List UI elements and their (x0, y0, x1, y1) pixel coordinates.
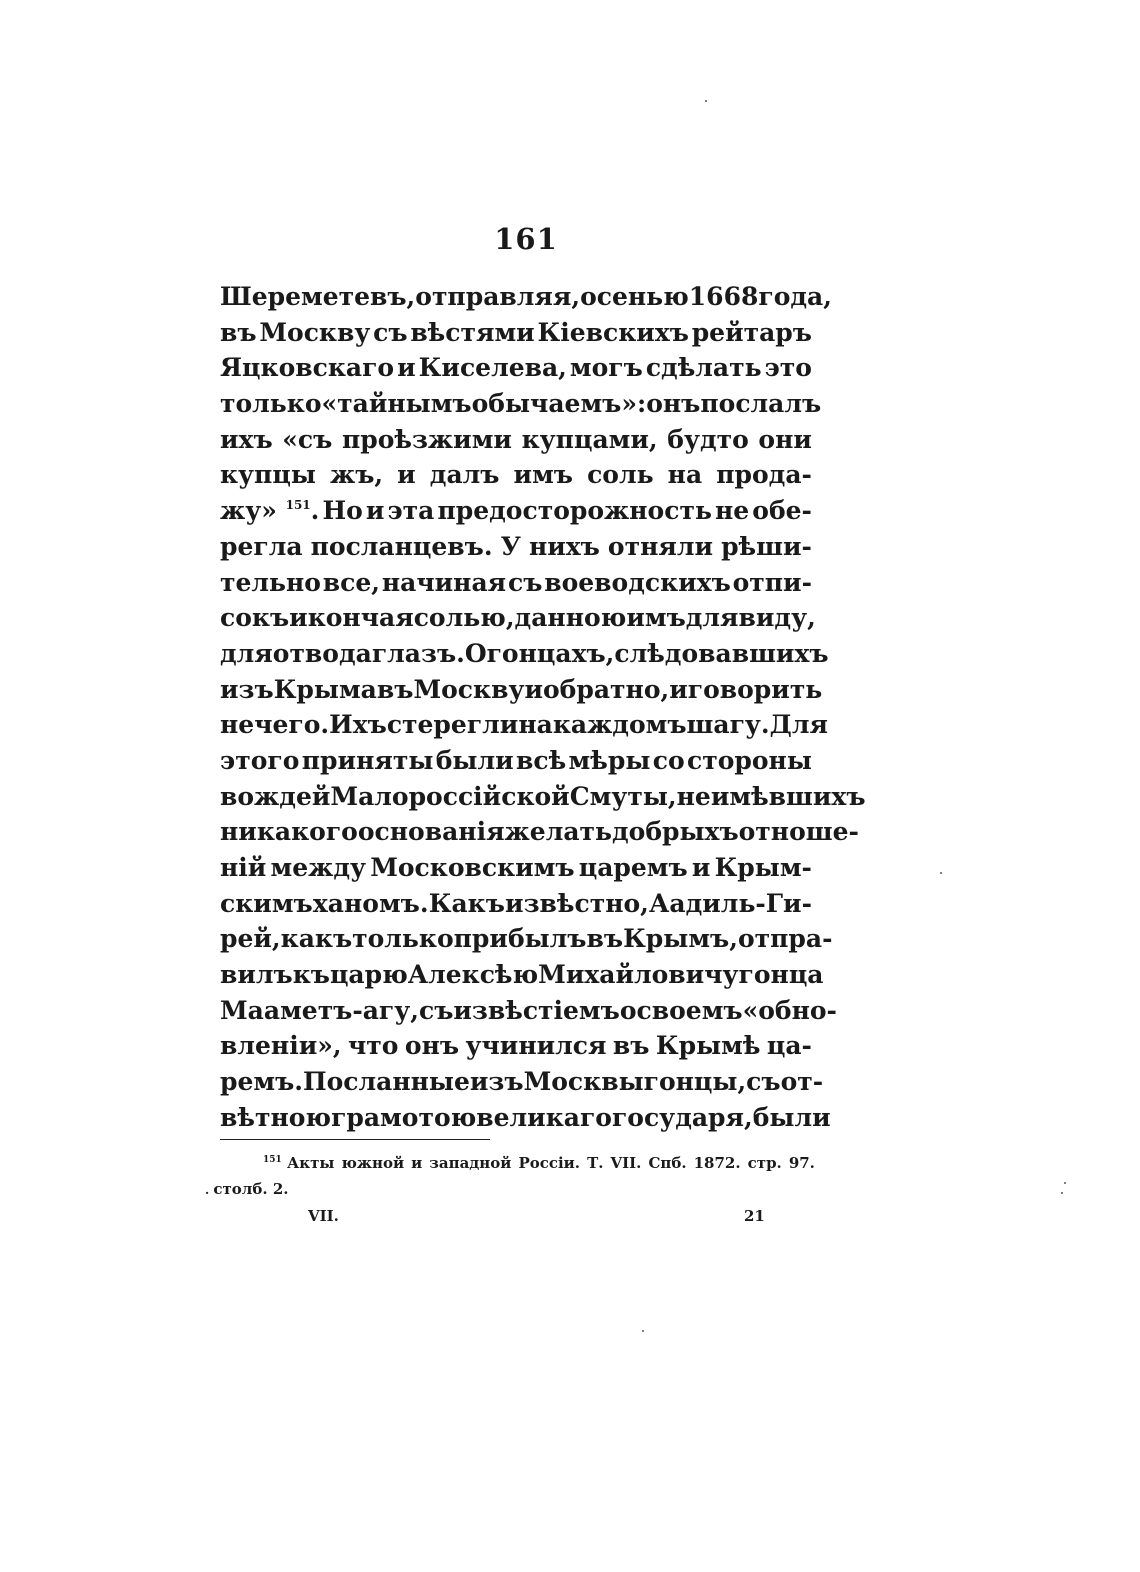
word: виду, (738, 603, 816, 633)
word: «тайнымъ (321, 389, 472, 419)
word: извѣстіемъ (453, 995, 620, 1025)
word: жу» $^{151}$. (220, 496, 320, 526)
word: У (500, 531, 521, 561)
text-line (220, 814, 859, 850)
word: отноше- (738, 817, 859, 847)
footnote-reference: 151 (285, 498, 311, 513)
text-line (220, 422, 812, 458)
word: съ (418, 995, 454, 1025)
word: и (365, 496, 385, 526)
word: Москвы (523, 1067, 644, 1097)
word: стерегли (386, 710, 519, 740)
word: регла (220, 531, 303, 561)
signature-mark: VII. (308, 1207, 339, 1225)
word: къ (292, 960, 330, 990)
word: имъ (513, 460, 573, 490)
word: для (685, 603, 739, 633)
word: между (270, 853, 367, 882)
word: обратно, (543, 674, 670, 704)
word: желать (504, 817, 612, 847)
word: только (220, 389, 322, 419)
word: и (524, 674, 543, 704)
word: вѣстями (410, 317, 535, 347)
word: далъ (429, 460, 500, 490)
word: царемъ (578, 853, 688, 882)
text-line (220, 493, 812, 529)
word: Крым- (714, 853, 812, 882)
word: Михайловичу (538, 960, 739, 990)
scan-speck (940, 872, 942, 874)
word: Какъ (428, 888, 505, 918)
word: Москву (413, 674, 525, 704)
word: были (752, 1102, 831, 1132)
word: гонцахъ, (486, 638, 615, 668)
page-number: 161 (494, 222, 558, 256)
word: Киселева, (418, 353, 567, 383)
word: и (691, 853, 711, 882)
word: это (764, 353, 812, 383)
word: соль (587, 460, 654, 490)
word: проѣзжими (341, 424, 512, 454)
word: воеводскихъ (544, 567, 731, 597)
word: кончая (307, 603, 414, 633)
text-line (220, 457, 812, 493)
word: слѣдовавшихъ (614, 638, 829, 668)
word: рей, (220, 924, 281, 954)
footnote-word: и (411, 1154, 423, 1172)
word: тельно (220, 567, 321, 597)
word: рейтаръ (691, 317, 812, 347)
word: отняли (607, 531, 714, 561)
word: будто (667, 424, 749, 454)
footnote (205, 1150, 815, 1203)
text-line (220, 315, 812, 351)
word: обе- (752, 496, 812, 526)
word: Но (322, 496, 363, 526)
word: и (397, 460, 416, 490)
word: Для (769, 710, 828, 740)
footnote-continuation: столб. 2. (213, 1180, 289, 1198)
text-line (220, 529, 812, 565)
text-line (220, 957, 824, 993)
word: рѣши- (721, 531, 812, 561)
word: «съ (282, 424, 333, 454)
word: нихъ (528, 531, 600, 561)
word: послалъ (700, 389, 822, 419)
word: скимъ (220, 888, 313, 918)
word: вилъ (220, 960, 293, 990)
word: съ (746, 1067, 781, 1097)
text-line (220, 993, 837, 1029)
word: только (352, 924, 454, 954)
word: данною (514, 603, 627, 633)
word: отпи- (732, 567, 812, 597)
footnote-word: стр. (747, 1154, 782, 1172)
word: гонцы, (643, 1067, 747, 1097)
word: гонца (738, 960, 824, 990)
word: о (619, 995, 637, 1025)
word: Яцковскаго (220, 353, 395, 383)
word: имъ (626, 603, 686, 633)
text-line (220, 350, 812, 386)
word: Алексѣю (407, 960, 539, 990)
text-line (220, 921, 833, 957)
word: съ (373, 317, 408, 347)
word: онъ (646, 389, 701, 419)
text-line (220, 386, 822, 422)
word: Крыма (273, 674, 377, 704)
word: Ихъ (329, 710, 387, 740)
word: великаго (476, 1102, 612, 1132)
word: 1668 (688, 282, 759, 311)
text-line (220, 636, 829, 672)
text-line (220, 672, 823, 708)
word: ханомъ. (312, 888, 429, 918)
word: имѣвшихъ (710, 781, 866, 811)
word: Кіевскихъ (537, 317, 689, 347)
footnote-word: 1872. (693, 1154, 741, 1172)
word: изъ (220, 674, 274, 704)
word: на (518, 710, 553, 740)
word: нечего. (220, 710, 330, 740)
text-line (220, 779, 866, 815)
text-line (220, 743, 812, 779)
scan-speck (642, 1330, 644, 1332)
word: посланцевъ. (310, 531, 493, 561)
word: жъ, (329, 460, 384, 490)
word: осенью (580, 282, 689, 311)
word: предосторожность (437, 496, 712, 526)
word: сокъ (220, 603, 290, 633)
word: они (758, 424, 812, 454)
word: отпра- (737, 924, 833, 954)
word: отвода (272, 638, 372, 668)
footnote-word: 97. (788, 1154, 815, 1172)
word: не (715, 496, 750, 526)
word: со (652, 745, 685, 775)
word: мѣры (568, 745, 651, 775)
word: Смуты, (569, 781, 677, 811)
word: ихъ (220, 424, 273, 454)
footnote-word: VII. (610, 1154, 642, 1172)
word: «обно- (742, 995, 837, 1025)
word: Посланные (302, 1067, 470, 1097)
word: вѣтною (220, 1102, 332, 1132)
scan-speck (1061, 1192, 1063, 1194)
text-line (220, 707, 828, 743)
word: этого (220, 745, 300, 775)
word: прибылъ (453, 924, 587, 954)
text-line (220, 565, 812, 601)
word: Шереметевъ, (220, 282, 416, 311)
word: О (464, 638, 487, 668)
footnote-word: $^{151}$ Акты (263, 1154, 335, 1172)
word: государя, (611, 1102, 753, 1132)
sheet-number: 21 (744, 1207, 765, 1225)
word: извѣстно, (505, 888, 649, 918)
word: никакого (220, 817, 358, 847)
word: начиная (381, 567, 507, 597)
word: добрыхъ (611, 817, 739, 847)
word: обычаемъ»: (471, 389, 647, 419)
word: не (676, 781, 711, 811)
word: для (220, 638, 273, 668)
text-line (220, 886, 812, 922)
text-line (220, 1064, 824, 1100)
word: приняты (301, 745, 434, 775)
word: прода- (716, 460, 812, 490)
word: стороны (687, 745, 812, 775)
word: отправляя, (415, 282, 581, 311)
word: говорить (687, 674, 823, 704)
word: Московскимъ (370, 853, 575, 882)
footnote-word: Т. (587, 1154, 604, 1172)
word: учинился (465, 1031, 607, 1061)
word: Аадиль-Ги- (649, 888, 812, 918)
word: все, (322, 567, 380, 597)
text-line (220, 279, 832, 315)
text-line (220, 850, 812, 886)
word: сдѣлать (645, 353, 762, 383)
word: въ (376, 674, 414, 704)
word: вленіи», (220, 1031, 342, 1061)
footnote-line-2: ․ столб. 2. (205, 1180, 289, 1198)
word: на (667, 460, 703, 490)
word: ній (220, 853, 267, 882)
word: ремъ. (220, 1067, 303, 1097)
word: Малороссійской (330, 781, 570, 811)
scan-speck (1064, 1182, 1066, 1184)
word: Москву (259, 317, 371, 347)
word: онъ (404, 1031, 460, 1061)
word: каждомъ (552, 710, 687, 740)
word: могъ (569, 353, 643, 383)
word: съ (507, 567, 543, 597)
word: грамотою (331, 1102, 477, 1132)
text-line (220, 1100, 831, 1136)
text-line (220, 1028, 812, 1064)
word: и (397, 353, 416, 383)
text-line (220, 600, 816, 636)
word: эта (387, 496, 435, 526)
word: года, (758, 282, 832, 311)
word: глазъ. (371, 638, 465, 668)
word: Крымѣ (655, 1031, 761, 1061)
word: въ (220, 317, 257, 347)
word: от- (780, 1067, 824, 1097)
word: были (435, 745, 514, 775)
word: купцами, (521, 424, 658, 454)
footnote-word: Россіи. (518, 1154, 581, 1172)
word: и (669, 674, 688, 704)
word: въ (586, 924, 624, 954)
scan-speck (705, 100, 707, 102)
word: какъ (280, 924, 353, 954)
word: что (348, 1031, 399, 1061)
word: въ (612, 1031, 650, 1061)
word: Крымъ, (623, 924, 738, 954)
word: царю (329, 960, 408, 990)
word: и (289, 603, 308, 633)
word: шагу. (686, 710, 770, 740)
word: своемъ (636, 995, 743, 1025)
word: ца- (766, 1031, 812, 1061)
word: изъ (469, 1067, 524, 1097)
body-text (220, 279, 866, 1136)
footnote-word: южной (341, 1154, 405, 1172)
word: Мааметъ-агу, (220, 995, 419, 1025)
word: купцы (220, 460, 316, 490)
word: солью, (413, 603, 515, 633)
word: вождей (220, 781, 331, 811)
footnote-line-1 (205, 1150, 815, 1176)
footnote-word: Спб. (648, 1154, 687, 1172)
word: всѣ (516, 745, 567, 775)
footnote-divider (220, 1139, 490, 1140)
word: основанія (357, 817, 505, 847)
footnote-word: западной (429, 1154, 512, 1172)
